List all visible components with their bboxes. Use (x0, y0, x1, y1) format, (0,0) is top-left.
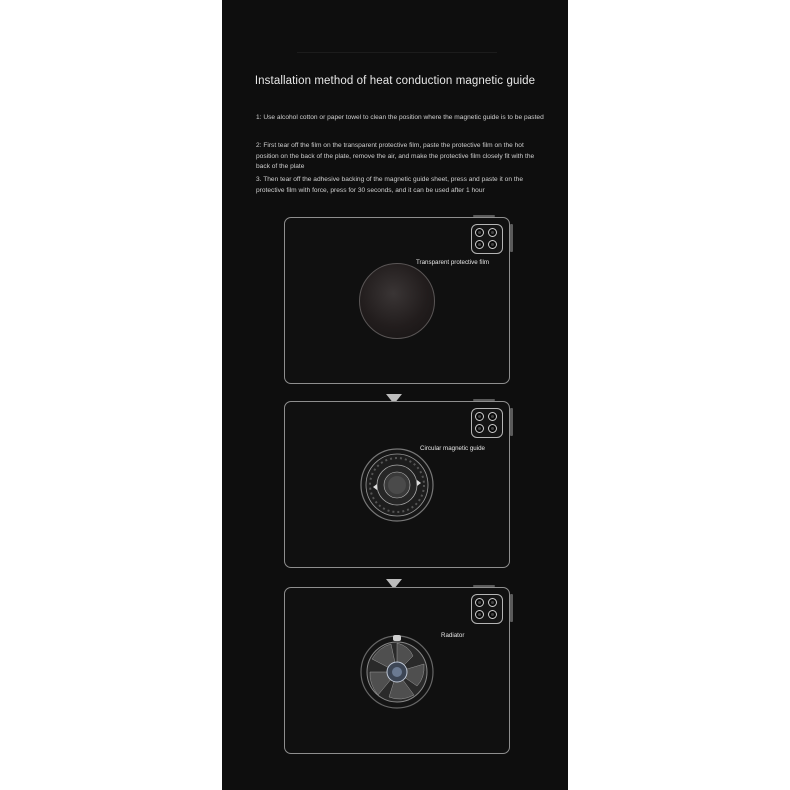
tablet-edge-top (473, 585, 495, 587)
tablet-edge (510, 594, 513, 622)
camera-module-icon (471, 594, 503, 624)
tablet-back-3 (284, 587, 510, 754)
radiator-label: Radiator (441, 632, 465, 639)
film-label: Transparent protective film (416, 259, 490, 266)
camera-module-icon (471, 224, 503, 254)
tablet-edge-top (473, 399, 495, 401)
step-2: 2: First tear off the film on the transparent protective film, paste the protective film on the hot position on the back of the plate, remove the air, and make the protective film closely fit with the back of the plate (256, 142, 535, 170)
tablet-edge (510, 408, 513, 436)
radiator-fan-icon (359, 634, 435, 710)
magnetic-guide-icon (359, 447, 435, 523)
instruction-panel (222, 0, 568, 790)
tablet-back-2 (284, 401, 510, 568)
page-title: Installation method of heat conduction magnetic guide (254, 75, 536, 87)
tablet-edge-top (473, 215, 495, 217)
step-1: 1: Use alcohol cotton or paper towel to clean the position where the magnetic guide is to be pasted (256, 114, 544, 121)
guide-label: Circular magnetic guide (420, 445, 485, 452)
tablet-back-1 (284, 217, 510, 384)
protective-film-circle (359, 263, 435, 339)
camera-module-icon (471, 408, 503, 438)
step-3: 3. Then tear off the adhesive backing of the magnetic guide sheet, press and paste it on the protective film with force, press for 30 seconds, and it can be used after 1 hour (256, 176, 523, 194)
divider (297, 52, 497, 53)
tablet-edge (510, 224, 513, 252)
